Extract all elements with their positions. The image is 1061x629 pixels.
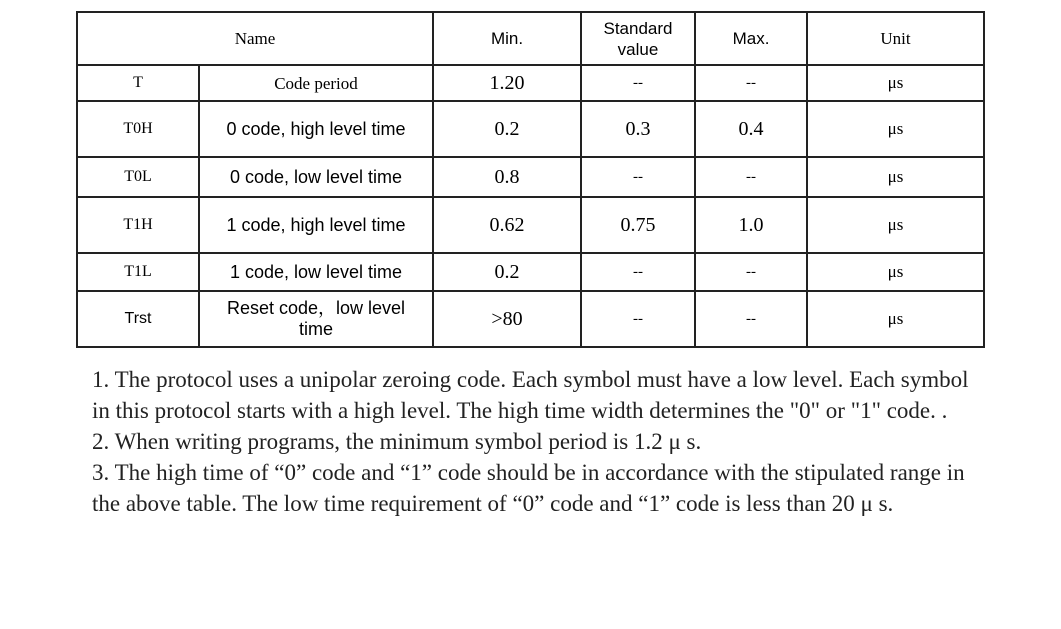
row-unit: μs: [807, 157, 984, 197]
row-symbol: T0H: [77, 101, 199, 157]
table-row: [77, 253, 984, 291]
header-min: Min.: [433, 12, 581, 65]
row-max: --: [695, 65, 807, 101]
row-standard: 0.3: [581, 101, 695, 157]
row-standard: --: [581, 253, 695, 291]
row-unit: μs: [807, 291, 984, 347]
row-name: 0 code, low level time: [199, 157, 433, 197]
table-row: [77, 291, 984, 347]
row-name-line2: time: [298, 319, 333, 339]
row-name-line1: Reset code，low level: [226, 298, 406, 318]
row-min: 0.62: [433, 197, 581, 253]
row-min: 0.2: [433, 101, 581, 157]
header-standard-line2: value: [617, 39, 659, 59]
row-name: [199, 291, 433, 347]
header-unit: Unit: [807, 12, 984, 65]
row-unit: μs: [807, 253, 984, 291]
row-min: 0.2: [433, 253, 581, 291]
header-standard-line1: Standard: [603, 18, 673, 38]
note-2: 2. When writing programs, the minimum symbol period is 1.2 μ s.: [92, 429, 702, 454]
row-name: Code period: [199, 65, 433, 101]
row-min: >80: [433, 291, 581, 347]
table-row: [77, 101, 984, 157]
header-standard: [581, 12, 695, 65]
row-symbol: T1L: [77, 253, 199, 291]
notes-section: [92, 364, 992, 519]
row-standard: --: [581, 65, 695, 101]
table-row: [77, 65, 984, 101]
row-max: --: [695, 253, 807, 291]
row-symbol: T1H: [77, 197, 199, 253]
row-standard: 0.75: [581, 197, 695, 253]
row-min: 0.8: [433, 157, 581, 197]
row-name: 0 code, high level time: [199, 101, 433, 157]
row-max: --: [695, 157, 807, 197]
note-3: 3. The high time of “0” code and “1” code should be in accordance with the stipulated range in the above table. The low time requirement of “0” code and “1” code is less than 20 μ s.: [92, 460, 965, 516]
row-unit: μs: [807, 65, 984, 101]
header-row: [77, 12, 984, 65]
header-name: Name: [77, 12, 433, 65]
row-symbol: T: [77, 65, 199, 101]
row-unit: μs: [807, 101, 984, 157]
timing-table: [76, 11, 985, 348]
row-max: 0.4: [695, 101, 807, 157]
row-name: 1 code, low level time: [199, 253, 433, 291]
row-max: --: [695, 291, 807, 347]
row-standard: --: [581, 291, 695, 347]
header-max: Max.: [695, 12, 807, 65]
row-name: 1 code, high level time: [199, 197, 433, 253]
row-symbol: T0L: [77, 157, 199, 197]
table-row: [77, 197, 984, 253]
row-max: 1.0: [695, 197, 807, 253]
table-row: [77, 157, 984, 197]
note-1: 1. The protocol uses a unipolar zeroing code. Each symbol must have a low level. Each symbol in this protocol starts with a high level. The high time width determines the "0" or "1" code. .: [92, 367, 969, 423]
row-standard: --: [581, 157, 695, 197]
row-unit: μs: [807, 197, 984, 253]
row-symbol: Trst: [77, 291, 199, 347]
row-min: 1.20: [433, 65, 581, 101]
